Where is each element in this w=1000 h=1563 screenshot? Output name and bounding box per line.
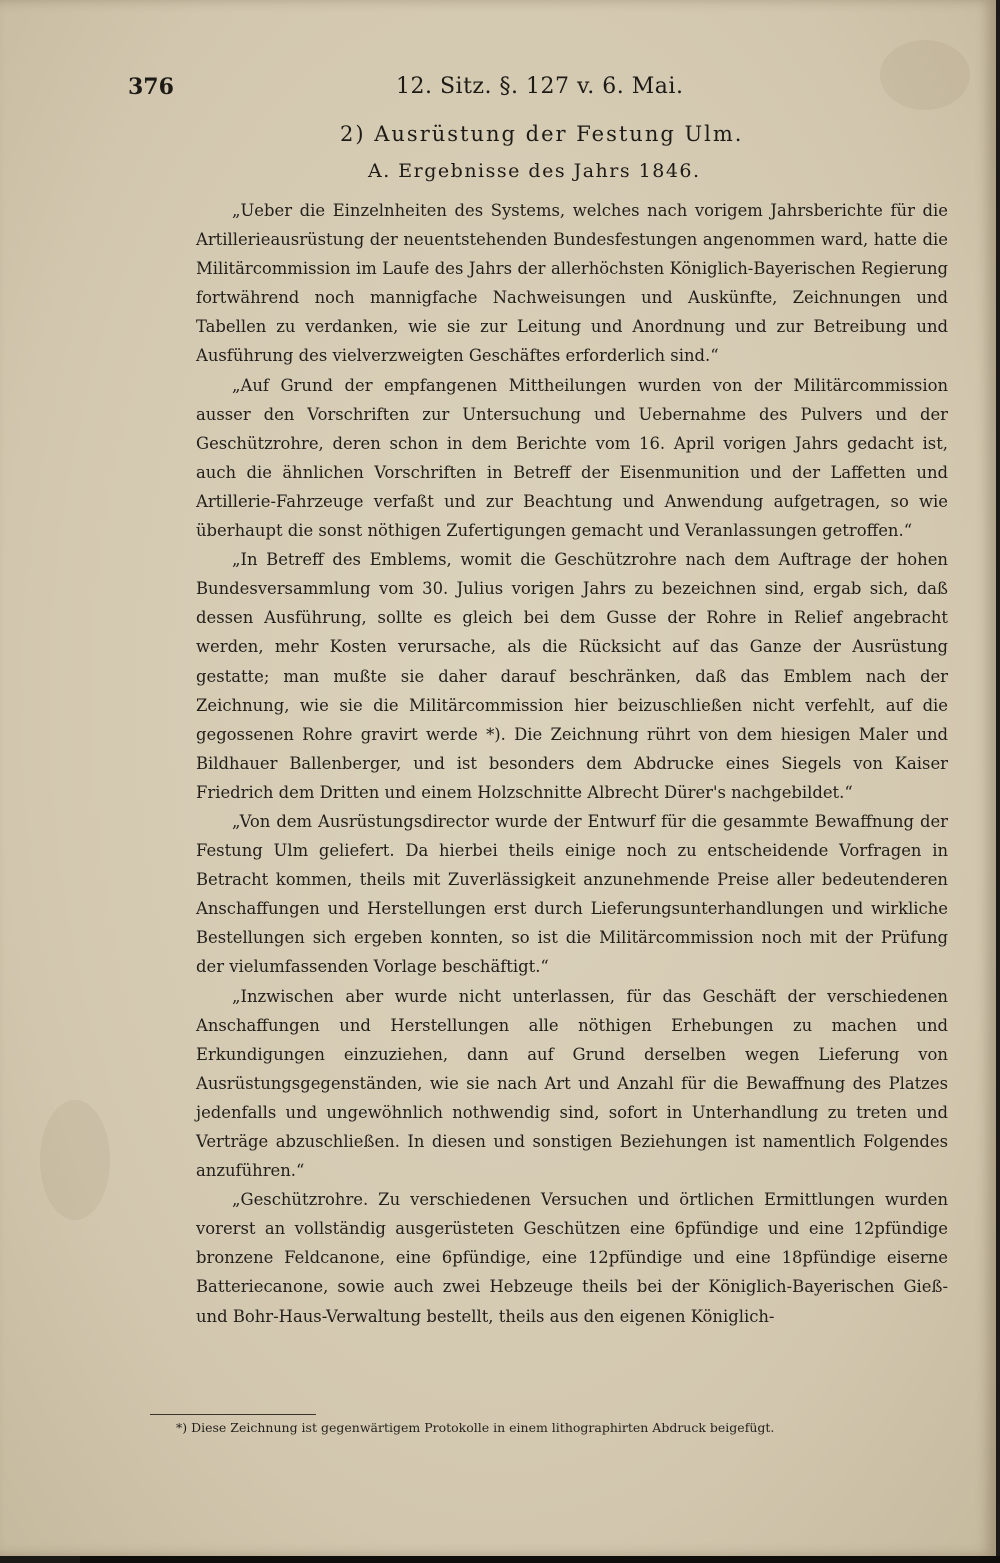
- footnote: *) Diese Zeichnung ist gegenwärtigem Protokolle in einem lithographirten Abdruck beigefügt.: [176, 1420, 775, 1435]
- running-head: 12. Sitz. §. 127 v. 6. Mai.: [396, 74, 684, 99]
- paragraph: „Auf Grund der empfangenen Mittheilungen wurden von der Militärcommission ausser den Vorschriften zur Untersuchung und Uebernahme des Pulvers und der Geschützrohre, deren schon in dem Berichte vom 16. April vorigen Jahrs gedacht ist, auch die ähnlichen Vorschriften in Betreff der Eisenmunition und der Laffetten und Artillerie-Fahrzeuge verfaßt und zur Beachtung und Anwendung aufgetragen, so wie überhaupt die sonst nöthigen Zufertigungen gemacht und Veranlassungen getroffen.“: [196, 375, 948, 541]
- paper-stain: [40, 1100, 110, 1220]
- paragraph: „Von dem Ausrüstungsdirector wurde der Entwurf für die gesammte Bewaffnung der Festung Ulm geliefert. Da hierbei theils einige noch zu entscheidende Vorfragen in Betracht kommen, theils mit Zuverlässigkeit anzunehmende Preise aller bedeutenderen Anschaffungen und Herstellungen erst durch Lieferungsunterhandlungen und wirkliche Bestellungen sich ergeben konnten, so ist die Militärcommission noch mit der Prüfung der vielumfassenden Vorlage beschäftigt.“: [196, 811, 948, 977]
- paragraph: „Geschützrohre. Zu verschiedenen Versuchen und örtlichen Ermittlungen wurden vorerst an vollständig ausgerüsteten Geschützen eine 6pfündige und eine 12pfündige bronzene Feldcanone, eine 6pfündige, eine 12pfündige und eine 18pfündige eiserne Batteriecanone, sowie auch zwei Hebzeuge theils bei der Königlich-Bayerischen Gieß- und Bohr-Haus-Verwaltung bestellt, theils aus den eigenen Königlich-: [196, 1190, 948, 1326]
- body-text: [196, 196, 948, 1331]
- subsection-title: A. Ergebnisse des Jahrs 1846.: [368, 160, 701, 182]
- page-bottom-edge: [80, 1556, 1000, 1563]
- page-number: 376: [128, 74, 174, 100]
- paragraph: „Ueber die Einzelnheiten des Systems, welches nach vorigem Jahrsberichte für die Artillerieausrüstung der neuentstehenden Bundesfestungen angenommen ward, hatte die Militärcommission im Laufe des Jahrs der allerhöchsten Königlich-Bayerischen Regierung fortwährend noch mannigfache Nachweisungen und Auskünfte, Zeichnungen und Tabellen zu verdanken, wie sie zur Leitung und Anordnung und zur Betreibung und Ausführung des vielverzweigten Geschäftes erforderlich sind.“: [196, 201, 948, 366]
- footnote-divider: [150, 1414, 316, 1415]
- paragraph: „Inzwischen aber wurde nicht unterlassen, für das Geschäft der verschiedenen Anschaffungen und Herstellungen alle nöthigen Erhebungen zu machen und Erkundigungen einzuziehen, dann auf Grund derselben wegen Lieferung von Ausrüstungsgegenständen, wie sie nach Art und Anzahl für die Bewaffnung des Platzes jedenfalls und ungewöhnlich nothwendig sind, sofort in Unterhandlung zu treten und Verträge abzuschließen. In diesen und sonstigen Beziehungen ist namentlich Folgendes anzuführen.“: [196, 986, 948, 1181]
- paragraph: „In Betreff des Emblems, womit die Geschützrohre nach dem Auftrage der hohen Bundesversammlung vom 30. Julius vorigen Jahrs zu bezeichnen sind, ergab sich, daß dessen Ausführung, sollte es gleich bei dem Gusse der Rohre in Relief angebracht werden, mehr Kosten verursache, als die Rücksicht auf das Ganze der Ausrüstung gestatte; man mußte sie daher darauf beschränken, daß das Emblem nach der Zeichnung, wie sie die Militärcommission hier beizuschließen nicht verfehlt, auf die gegossenen Rohre gravirt werde *). Die Zeichnung rührt von dem hiesigen Maler und Bildhauer Ballenberger, und ist besonders dem Abdrucke eines Siegels von Kaiser Friedrich dem Dritten und einem Holzschnitte Albrecht Dürer's nachgebildet.“: [196, 550, 948, 802]
- paper-stain: [880, 40, 970, 110]
- section-title: 2) Ausrüstung der Festung Ulm.: [340, 122, 744, 146]
- page-header: [128, 72, 688, 106]
